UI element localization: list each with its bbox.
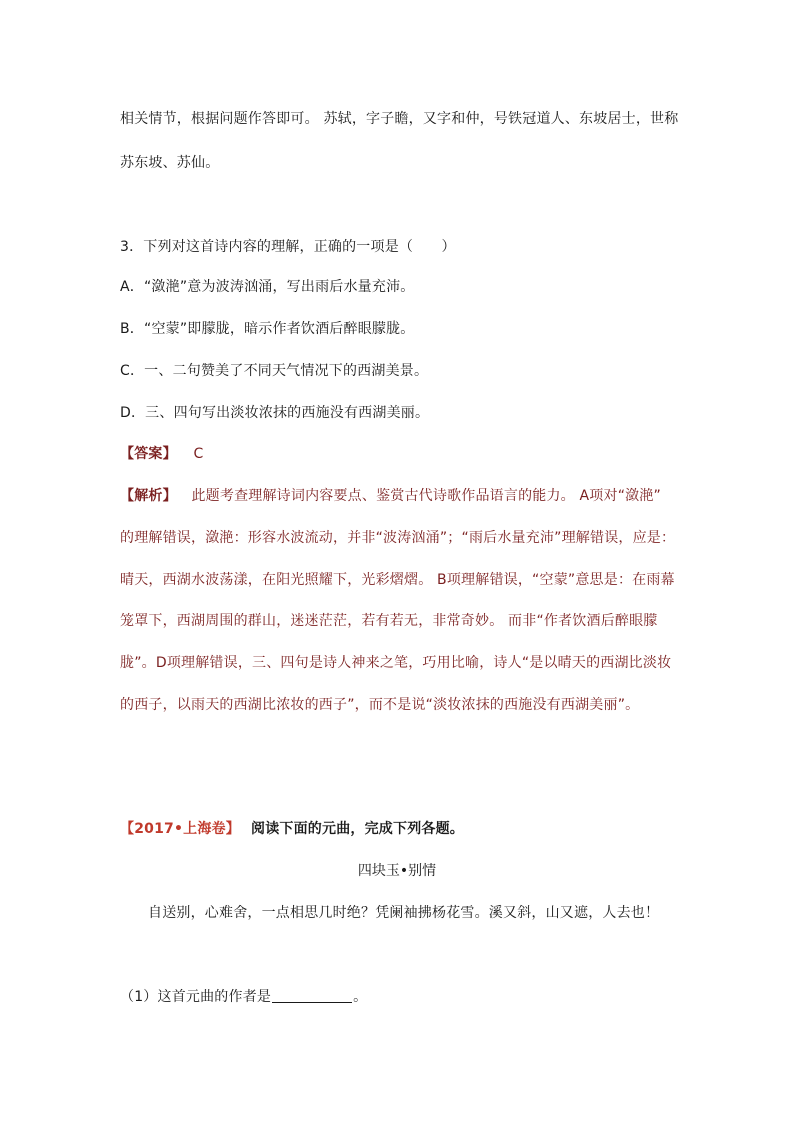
analysis-line-5: 胧”。D项理解错误，三、四句是诗人神来之笔，巧用比喻，诗人“是以晴天的西湖比淡妆 <box>120 655 672 671</box>
question-1-line <box>120 986 367 1006</box>
option-a: A．“潋滟”意为波涛汹涌，写出雨后水量充沛。 <box>120 279 415 295</box>
poem-text: 自送别，心难舍，一点相思几时绝？凭阑袖拂杨花雪。溪又斜，山又遮，人去也！ <box>148 905 660 921</box>
poem-title: 四块玉•别情 <box>357 863 437 879</box>
analysis-line-6: 的西子，以雨天的西湖比浓妆的西子”，而不是说“淡妆浓抹的西施没有西湖美丽”。 <box>120 697 640 713</box>
analysis-line-1 <box>120 485 661 505</box>
question-3-stem: 3．下列对这首诗内容的理解，正确的一项是（ ） <box>120 239 456 255</box>
answer-value: C <box>193 446 204 462</box>
question-1-prefix: （1）这首元曲的作者是 <box>120 989 272 1005</box>
section-2017-heading <box>120 818 464 838</box>
answer-blank <box>272 988 352 1003</box>
intro-line-2: 苏东坡、苏仙。 <box>120 155 220 171</box>
analysis-line-2: 的理解错误，潋滟：形容水波流动，并非“波涛汹涌”；“雨后水量充沛”理解错误，应是： <box>120 530 676 546</box>
analysis-text-1: 此题考查理解诗词内容要点、鉴赏古代诗歌作品语言的能力。 A项对“潋滟” <box>191 488 661 504</box>
option-d: D．三、四句写出淡妆浓抹的西施没有西湖美丽。 <box>120 405 430 421</box>
analysis-line-4: 笼罩下，西湖周围的群山，迷迷茫茫，若有若无，非常奇妙。 而非“作者饮酒后醉眼朦 <box>120 613 658 629</box>
option-c: C．一、二句赞美了不同天气情况下的西湖美景。 <box>120 363 429 379</box>
intro-line-1: 相关情节，根据问题作答即可。 苏轼，字子瞻，又字和仲，号铁冠道人、东坡居士，世称 <box>120 111 679 127</box>
section-2017-instruction: 阅读下面的元曲，完成下列各题。 <box>251 821 464 837</box>
analysis-line-3: 晴天，西湖水波荡漾，在阳光照耀下，光彩熠熠。 B项理解错误，“空蒙”意思是：在雨幕 <box>120 572 675 588</box>
answer-label: 【答案】 <box>120 446 177 462</box>
answer-line <box>120 443 203 463</box>
section-2017-tag: 【2017•上海卷】 <box>120 821 240 837</box>
analysis-label: 【解析】 <box>120 488 177 504</box>
option-b: B．“空蒙”即朦胧，暗示作者饮酒后醉眼朦胧。 <box>120 321 415 337</box>
question-1-suffix: 。 <box>353 989 368 1005</box>
